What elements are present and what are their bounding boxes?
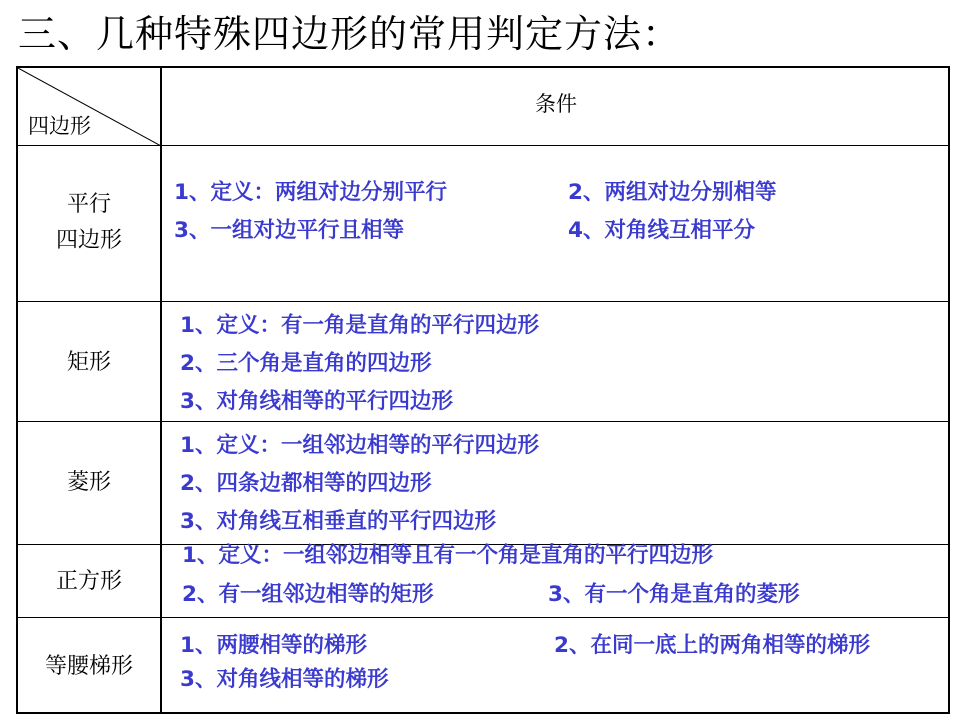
row-shape-parallelogram-line2: 四边形 [55,228,122,253]
column-divider [160,68,162,712]
condition-item: 2、有一组邻边相等的矩形 [182,582,434,607]
row-divider [18,421,948,422]
row-shape-square: 正方形 [55,569,122,594]
condition-item: 4、对角线互相平分 [568,218,755,243]
row-shape-rectangle: 矩形 [66,350,111,375]
header-shape-label: 四边形 [28,114,91,138]
row-divider [18,301,948,302]
condition-item: 3、有一个角是直角的菱形 [548,582,800,607]
condition-item: 3、对角线相等的梯形 [180,667,389,692]
condition-item: 1、定义：一组邻边相等且有一个角是直角的平行四边形 [182,543,713,568]
condition-item: 3、对角线互相垂直的平行四边形 [180,509,496,534]
page-title: 三、几种特殊四边形的常用判定方法： [18,12,682,56]
condition-item: 2、两组对边分别相等 [568,180,777,205]
condition-item: 1、定义：有一角是直角的平行四边形 [180,313,539,338]
condition-item: 2、在同一底上的两角相等的梯形 [554,633,870,658]
row-shape-isosceles-trapezoid: 等腰梯形 [44,654,133,679]
header-conditions-label: 条件 [535,92,577,116]
row-shape-rhombus: 菱形 [66,470,111,495]
condition-item: 2、四条边都相等的四边形 [180,471,432,496]
criteria-table [16,66,950,714]
row-shape-parallelogram-line1: 平行 [66,192,111,217]
row-divider [18,617,948,618]
condition-item: 1、两腰相等的梯形 [180,633,367,658]
condition-item: 1、定义：两组对边分别平行 [174,180,447,205]
condition-item: 3、对角线相等的平行四边形 [180,389,453,414]
condition-item: 1、定义：一组邻边相等的平行四边形 [180,433,539,458]
condition-item: 2、三个角是直角的四边形 [180,351,432,376]
condition-item: 3、一组对边平行且相等 [174,218,404,243]
